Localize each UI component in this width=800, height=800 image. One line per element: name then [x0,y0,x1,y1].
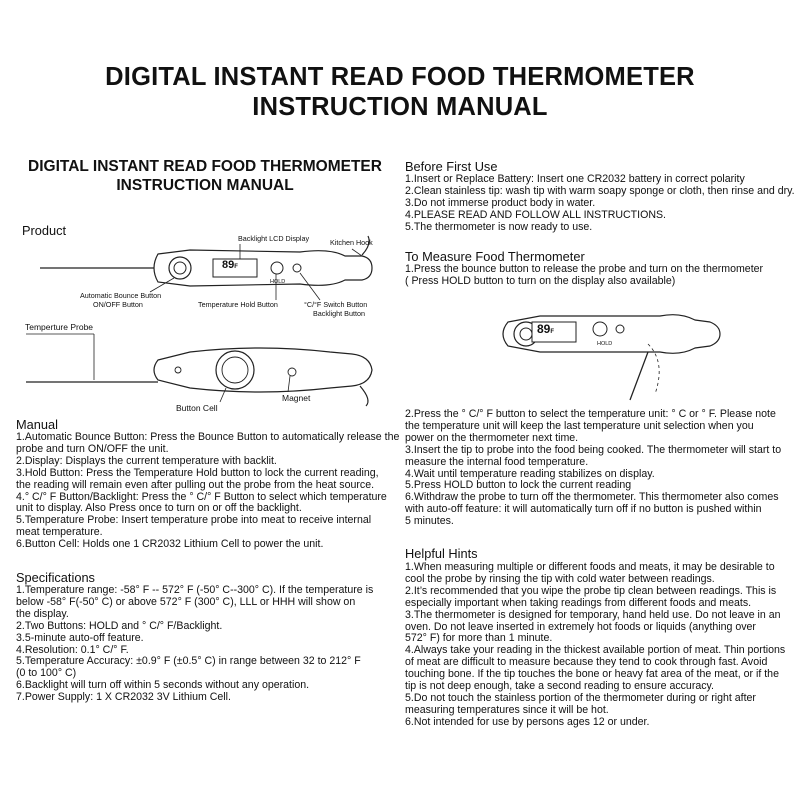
measure-intro [405,264,763,288]
list-item: tip is not deep enough, take a second reading to ensure accuracy. [405,680,714,693]
list-item: 1.Insert or Replace Battery: Insert one CR2032 battery in correct polarity [405,173,745,185]
label-auto-bounce: Automatic Bounce Button [80,291,162,300]
list-item: 5 minutes. [405,515,454,528]
document-title [0,62,800,122]
list-item: with auto-off feature: it will automatically turn off if no button is pushed within [405,503,762,516]
label-magnet: Magnet [282,393,311,403]
label-temp-hold: Temperature Hold Button [198,300,278,309]
list-item: cool the probe by rinsing the tip with cold water between readings. [405,572,715,585]
product-diagram-back [0,320,400,413]
display-unit: F [550,329,555,335]
list-item: 7.Power Supply: 1 X CR2032 3V Lithium Cell. [16,691,231,704]
list-item: 5.Temperature Accuracy: ±0.9° F (±0.5° C) in range between 32 to 212° F [16,655,361,668]
list-item: 5.Do not touch the stainless portion of the thermometer during or right after [405,691,756,704]
specifications-list [16,585,373,704]
list-item: probe and turn ON/OFF the unit. [16,442,169,455]
label-backlight-button: Backlight Button [313,309,365,318]
list-item: 1.Temperature range: -58° F -- 572° F (-50° C--300° C). If the temperature is [16,584,374,596]
list-item: 3.The thermometer is designed for temporary, hand held use. Do not leave in an [405,608,781,621]
list-item: (0 to 100° C) [16,667,77,680]
list-item: 6.Backlight will turn off within 5 seconds without any operation. [16,679,310,692]
list-item: 6.Withdraw the probe to turn off the thermometer. This thermometer also comes [405,491,779,504]
list-item: 1.Automatic Bounce Button: Press the Bounce Button to automatically release the [16,431,400,443]
label-temp-probe: Temperture Probe [25,322,94,332]
before-first-use-heading: Before First Use [405,159,498,174]
left-column-title [14,157,396,195]
label-cf-switch: °C/°F Switch Button [304,300,368,309]
list-item: 3.5-minute auto-off feature. [16,631,144,644]
list-item: unit to display. Also Press once to turn on or off the backlight. [16,502,302,515]
list-item: touching bone. If the tip touches the bone or heavy fat area of the meat, or if the [405,668,779,681]
list-item: 6.Not intended for use by persons ages 12 or under. [405,715,650,728]
list-item: 4.° C/° F Button/Backlight: Press the ° C/° F Button to select which temperature [16,490,387,503]
measure-steps-list [405,409,781,528]
measure-diagram [480,296,740,406]
list-item: 1.When measuring multiple or different foods and meats, it may be desirable to [405,561,775,573]
manual-heading: Manual [16,417,58,432]
list-item: 4.PLEASE READ AND FOLLOW ALL INSTRUCTIONS. [405,208,666,221]
list-item: below -58° F(-50° C) or above 572° F (300° C), LLL or HHH will show on [16,595,356,608]
list-item: 4.Wait until temperature reading stabilizes on display. [405,467,655,480]
display-digits: 89 [537,322,551,336]
label-button-cell: Button Cell [176,403,218,413]
specifications-heading: Specifications [16,570,95,585]
list-item: the temperature unit will keep the last temperature unit selection when you [405,419,754,432]
list-item: especially important when taking readings from different foods and meats. [405,596,752,609]
document-title-line-1: DIGITAL INSTANT READ FOOD THERMOMETER [105,63,695,91]
document-title-line-2: INSTRUCTION MANUAL [252,93,548,121]
list-item: of meat are difficult to measure because they tend to cook through fast. Avoid [405,656,768,669]
before-first-use-list [405,174,795,234]
helpful-hints-heading: Helpful Hints [405,546,478,561]
list-item: 2.Display: Displays the current temperature with backlit. [16,454,277,467]
display-unit: F [234,264,238,270]
list-item: oven. Do not leave inserted in extremely hot foods or liquids (anything over [405,620,756,633]
manual-list [16,432,399,551]
left-title-line-2: INSTRUCTION MANUAL [116,177,294,194]
display-reading-measure [537,322,555,336]
list-item: 5.Temperature Probe: Insert temperature probe into meat to receive internal [16,514,372,527]
list-item: the display. [16,607,69,620]
display-digits: 89 [222,259,235,271]
display-reading-front [222,261,238,271]
list-item: 2.Press the ° C/° F button to select the temperature unit: ° C or ° F. Please note [405,408,776,420]
list-item: the reading will remain even after pulling out the probe from the heat source. [16,478,375,491]
left-title-line-1: DIGITAL INSTANT READ FOOD THERMOMETER [28,158,382,175]
list-item: 5.Press HOLD button to lock the current reading [405,479,632,492]
list-item: 4.Resolution: 0.1° C/° F. [16,643,129,656]
hold-mark-measure: HOLD [597,341,613,347]
list-item: 6.Button Cell: Holds one 1 CR2032 Lithium Cell to power the unit. [16,538,324,551]
list-item: 572° F) for more than 1 minute. [405,632,553,645]
list-item: measuring temperatures since it will be hot. [405,703,609,716]
list-item: 3.Do not immerse product body in water. [405,196,596,209]
list-item: 2.Clean stainless tip: wash tip with warm soapy sponge or cloth, then rinse and dry. [405,184,795,197]
label-backlight-lcd: Backlight LCD Display [238,234,310,243]
product-heading: Product [22,223,67,238]
list-item: 3.Insert the tip to probe into the food being cooked. The thermometer will start to [405,443,782,456]
list-item: ( Press HOLD button to turn on the display also available) [405,274,676,287]
label-kitchen-hook: Kitchen Hook [330,238,373,247]
label-on-off: ON/OFF Button [93,300,143,309]
list-item: 1.Press the bounce button to release the probe and turn on the thermometer [405,263,764,275]
list-item: 2.It’s recommended that you wipe the probe tip clean between readings. This is [405,584,777,597]
list-item: meat temperature. [16,526,103,539]
list-item: 3.Hold Button: Press the Temperature Hold button to lock the current reading, [16,466,379,479]
list-item: measure the internal food temperature. [405,455,589,468]
list-item: 5.The thermometer is now ready to use. [405,220,593,233]
list-item: 2.Two Buttons: HOLD and ° C/° F/Backlight. [16,619,223,632]
hold-mark-front: HOLD [270,279,286,285]
list-item: power on the thermometer next time. [405,431,579,444]
measure-heading: To Measure Food Thermometer [405,249,585,264]
helpful-hints-list [405,562,785,729]
list-item: 4.Always take your reading in the thickest available portion of meat. Thin portions [405,644,786,657]
